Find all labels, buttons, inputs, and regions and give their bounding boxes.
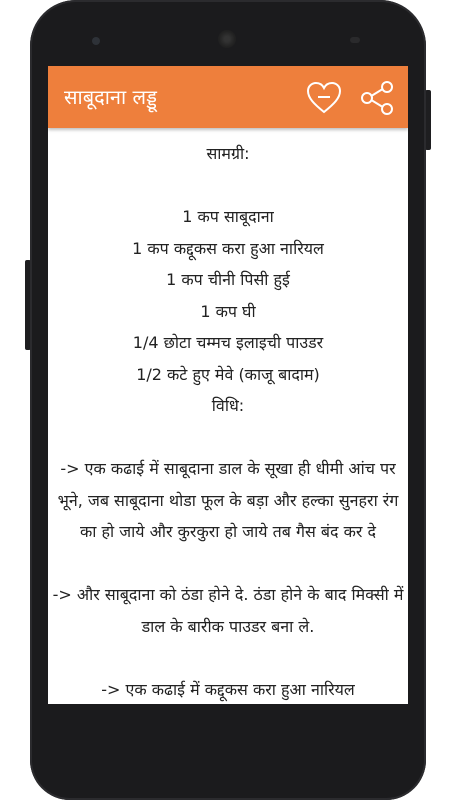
proximity-sensor [350,37,360,43]
ingredients-heading: सामग्री: [206,144,250,163]
ingredient-item: 1 कप घी [200,301,256,321]
method-step: -> और साबूदाना को ठंडा होने दे. ठंडा होने के बाद मिक्सी में डाल के बारीक पाउडर बना ले. [52,585,404,636]
earpiece-speaker [218,30,236,48]
page-title: साबूदाना लड्डू [64,85,157,109]
favorite-button[interactable] [304,78,344,118]
recipe-content[interactable] [48,128,408,704]
ingredient-item: 1 कप चीनी पिसी हुई [166,270,290,289]
share-button[interactable] [357,78,397,118]
method-step: -> एक कढाई में साबूदाना डाल के सूखा ही धीमी आंच पर भूने, जब साबूदाना थोडा फूल के बड़ा और हल्का सुनहरा रंग का हो जाये और कुरकुरा हो जाये तब गैस बंद कर दे [57,459,399,541]
method-step: -> एक कढाई में कद्दूकस करा हुआ नारियल [101,679,355,699]
app-screen [48,66,408,704]
app-bar [48,66,408,128]
front-camera [92,37,100,45]
share-icon [358,79,396,117]
ingredient-item: 1 कप साबूदाना [182,207,274,226]
ingredient-item: 1/2 कटे हुए मेवे (काजू बादाम) [136,364,320,384]
heart-minus-icon [306,81,342,115]
method-heading: विधि: [211,396,245,415]
ingredient-item: 1 कप कद्दूकस करा हुआ नारियल [132,238,324,258]
ingredient-item: 1/4 छोटा चम्मच इलाइची पाउडर [132,333,324,352]
